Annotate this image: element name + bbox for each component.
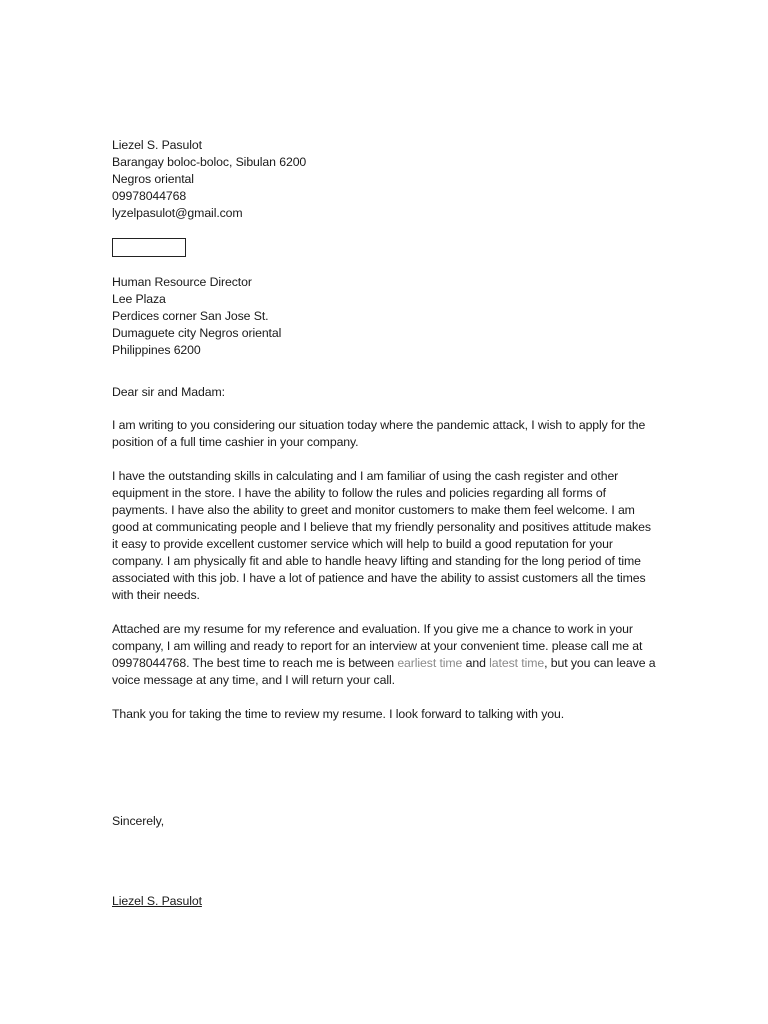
paragraph-contact-text2: , but you can leave a voice message at any time, and I will return your call. <box>112 656 656 687</box>
closing: Sincerely, <box>112 814 165 828</box>
recipient-street: Perdices corner San Jose St. <box>112 309 269 323</box>
signature: Liezel S. Pasulot <box>112 894 202 908</box>
latest-time-placeholder[interactable]: latest time <box>489 656 545 670</box>
recipient-title: Human Resource Director <box>112 275 252 289</box>
recipient-block <box>112 274 660 359</box>
paragraph-contact-text1: Attached are my resume for my reference and evaluation. If you give me a chance to work in your company, I am willing and ready to report for an interview at your convenient time. please call me at 09978044768. The best time to reach me is between <box>112 622 643 670</box>
date-field[interactable] <box>112 238 186 257</box>
cover-letter <box>112 137 660 910</box>
earliest-time-placeholder[interactable]: earliest time <box>397 656 463 670</box>
sender-phone: 09978044768 <box>112 189 187 203</box>
sender-address-line2: Negros oriental <box>112 172 194 186</box>
recipient-country: Philippines 6200 <box>112 343 201 357</box>
sender-address-line1: Barangay boloc-boloc, Sibulan 6200 <box>112 155 307 169</box>
sender-email: lyzelpasulot@gmail.com <box>112 206 243 220</box>
paragraph-intro: I am writing to you considering our situation today where the pandemic attack, I wish to apply for the position of a full time cashier in your company. <box>112 418 646 449</box>
recipient-company: Lee Plaza <box>112 292 166 306</box>
sender-block <box>112 137 660 222</box>
paragraph-contact-and: and <box>462 656 490 670</box>
paragraph-contact <box>112 621 660 689</box>
paragraph-thanks: Thank you for taking the time to review my resume. I look forward to talking with you. <box>112 707 565 721</box>
recipient-city: Dumaguete city Negros oriental <box>112 326 282 340</box>
sender-name: Liezel S. Pasulot <box>112 138 202 152</box>
salutation: Dear sir and Madam: <box>112 385 225 399</box>
paragraph-skills: I have the outstanding skills in calculating and I am familiar of using the cash register and other equipment in the store. I have the ability to follow the rules and policies regarding all forms of payments. I have also the ability to greet and monitor customers to make them feel welcome. I am good at communicating people and I believe that my friendly personality and positives attitude makes it easy to provide excellent customer service which will help to build a good reputation for your company. I am physically fit and able to handle heavy lifting and standing for the long period of time associated with this job. I have a lot of patience and have the ability to assist customers all the times with their needs. <box>112 469 651 602</box>
